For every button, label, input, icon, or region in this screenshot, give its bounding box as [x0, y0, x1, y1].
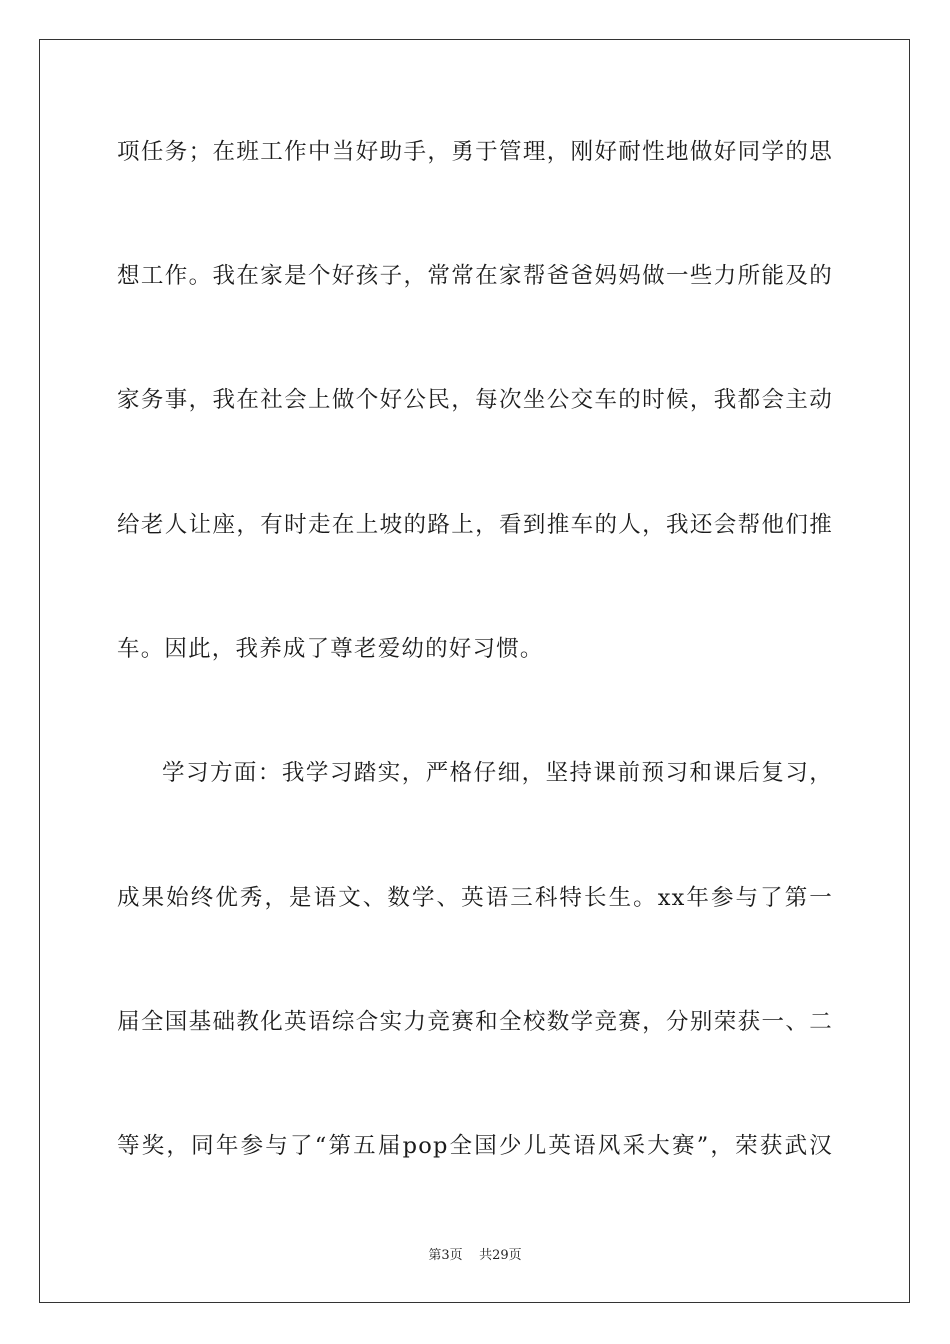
text-line-5: 车。因此，我养成了尊老爱幼的好习惯。 — [117, 636, 544, 662]
text-line-8: 届全国基础教化英语综合实力竞赛和全校数学竞赛，分别荣获一、二 — [117, 1009, 833, 1035]
text-line-9: 等奖，同年参与了“第五届pop全国少儿英语风采大赛”，荣获武汉 — [117, 1133, 833, 1159]
page-border — [39, 39, 910, 1303]
text-line-7: 成果始终优秀，是语文、数学、英语三科特长生。xx年参与了第一 — [117, 885, 833, 911]
page-number: 第3页 — [428, 1248, 463, 1263]
text-line-3: 家务事，我在社会上做个好公民，每次坐公交车的时候，我都会主动 — [117, 387, 833, 413]
page-total: 共29页 — [479, 1248, 522, 1263]
page-footer — [0, 1247, 950, 1265]
text-line-1: 项任务；在班工作中当好助手，勇于管理，刚好耐性地做好同学的思 — [117, 139, 833, 165]
paragraph-start-line: 学习方面：我学习踏实，严格仔细，坚持课前预习和课后复习， — [162, 760, 833, 786]
text-line-4: 给老人让座，有时走在上坡的路上，看到推车的人，我还会帮他们推 — [117, 512, 833, 538]
text-line-2: 想工作。我在家是个好孩子，常常在家帮爸爸妈妈做一些力所能及的 — [117, 263, 833, 289]
